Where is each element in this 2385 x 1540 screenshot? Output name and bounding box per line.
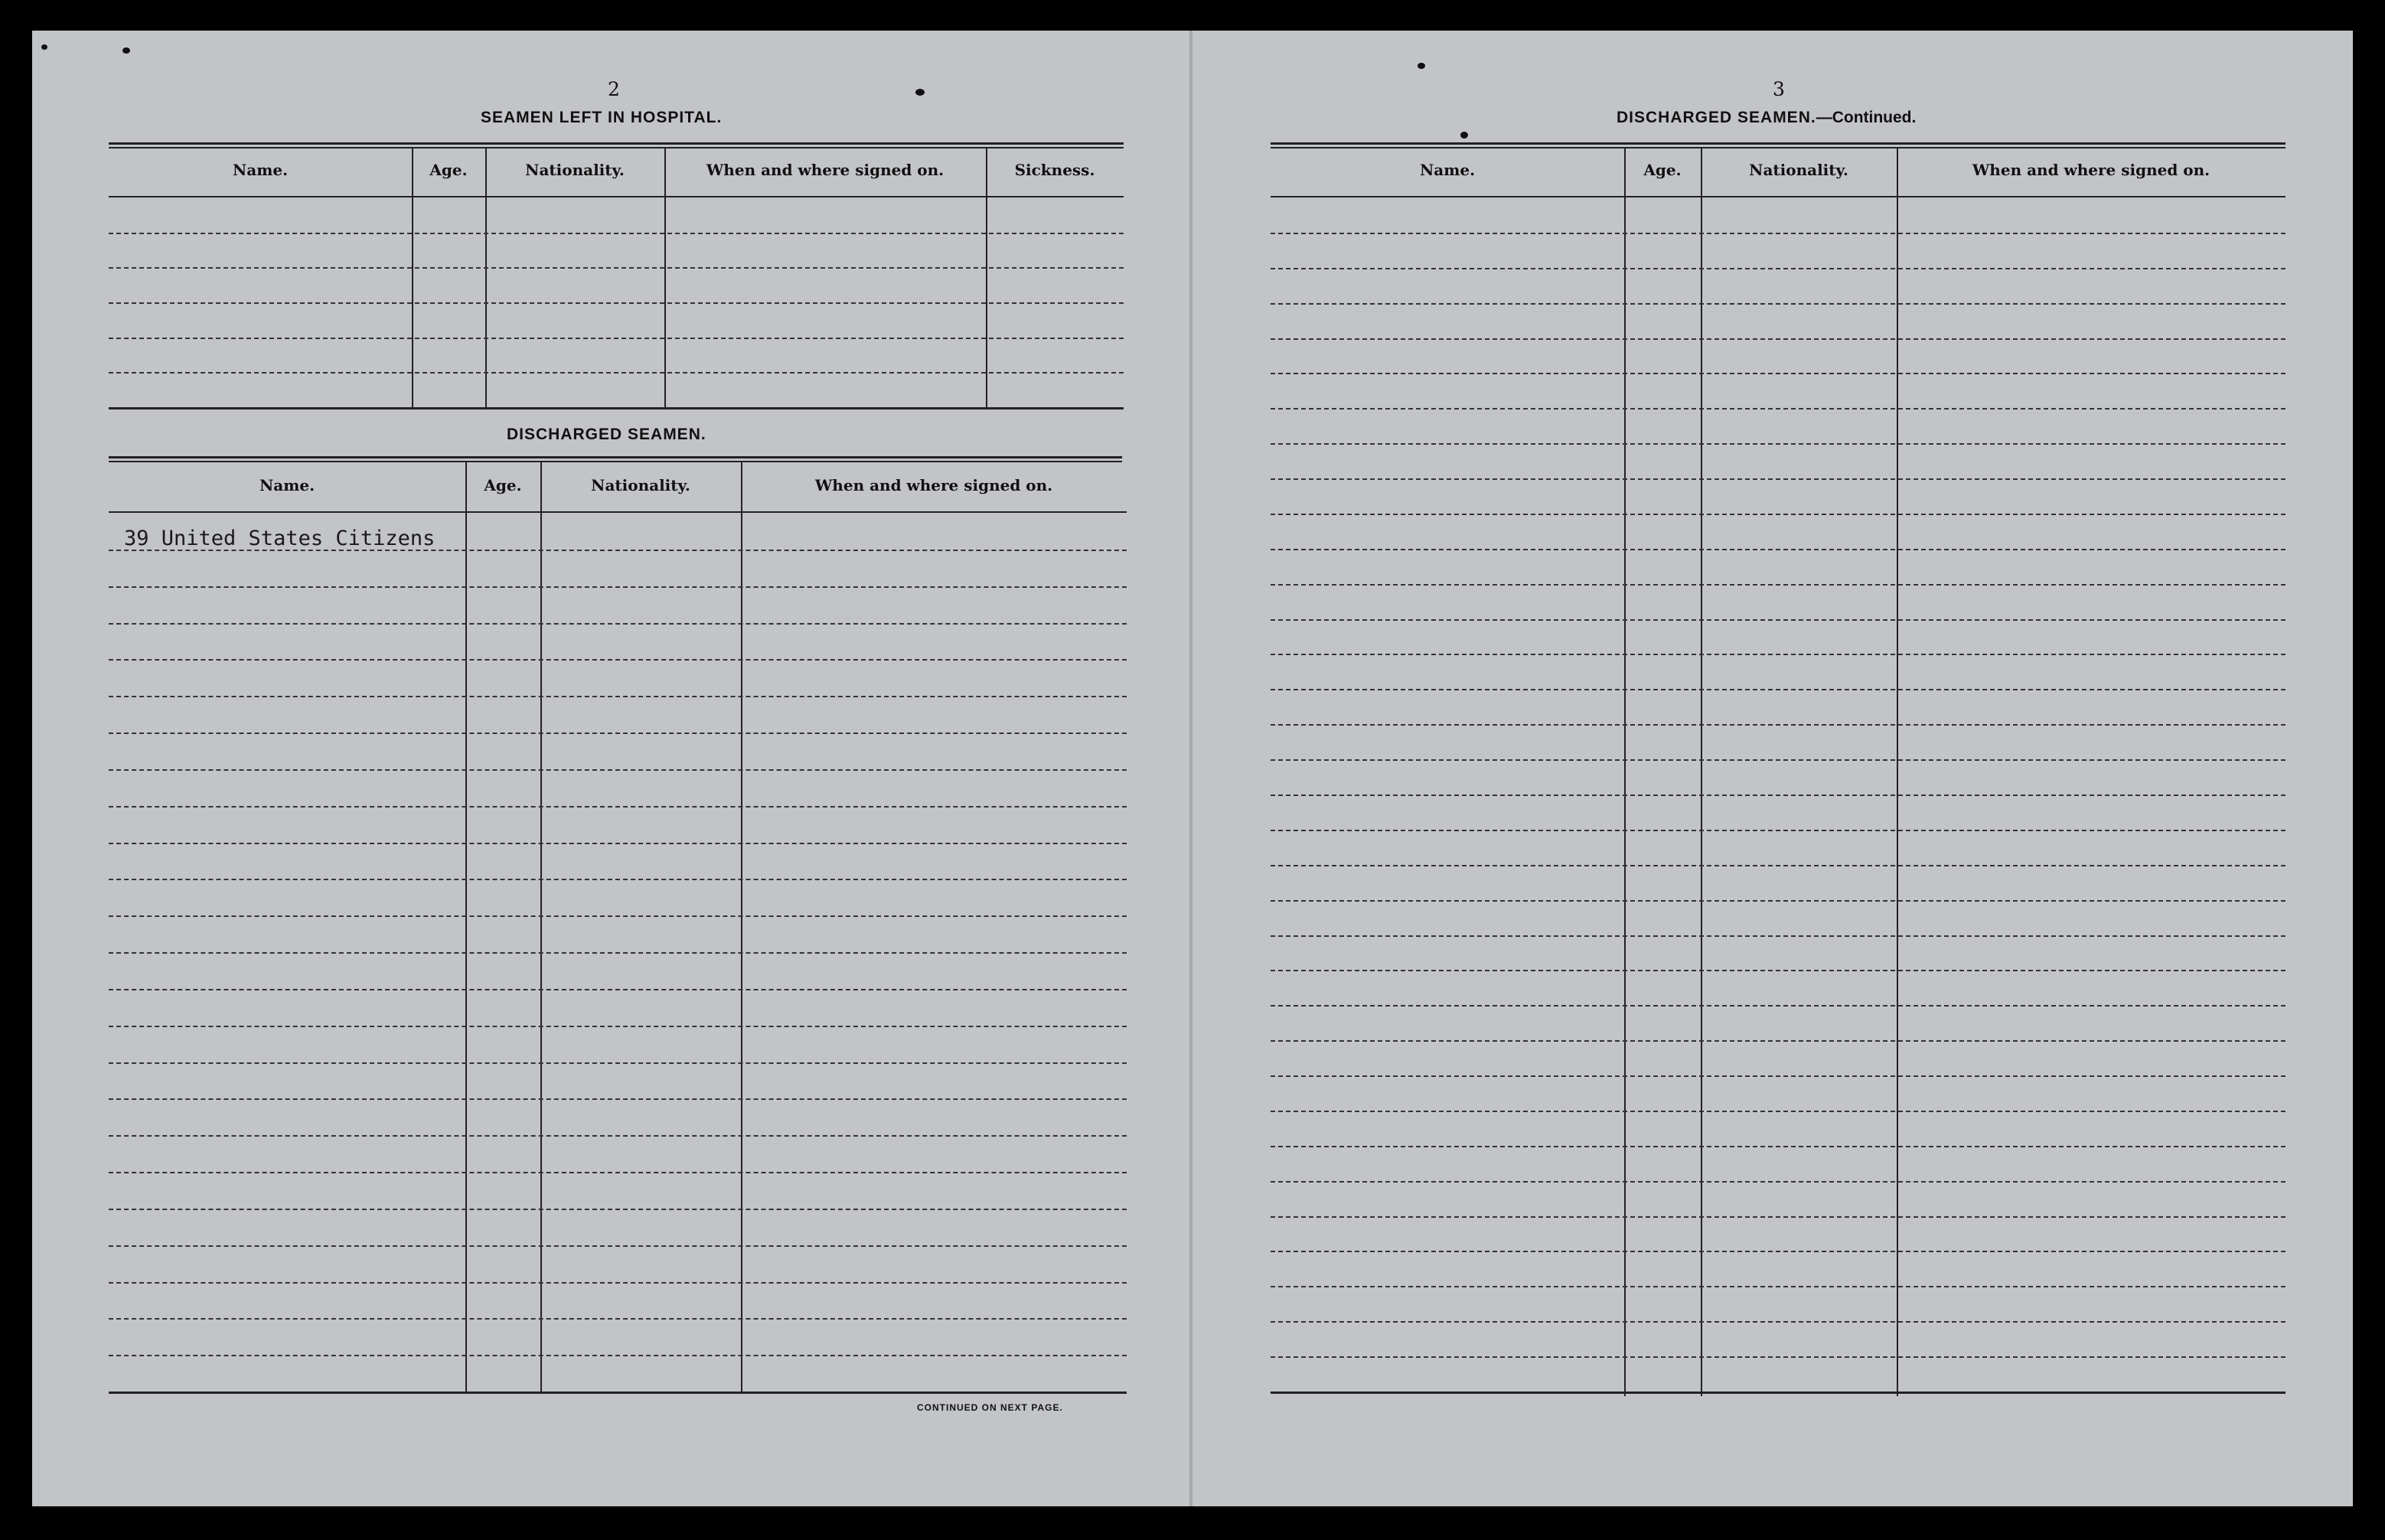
right-row-line — [1271, 1005, 2285, 1007]
page-gutter — [1189, 31, 1192, 1506]
continued-footer: CONTINUED ON NEXT PAGE. — [917, 1402, 1063, 1413]
right-row-line — [1271, 654, 2285, 655]
discharged-row-line — [109, 1098, 1127, 1100]
discharged-section-title: DISCHARGED SEAMEN. — [507, 426, 706, 443]
right-row-line — [1271, 584, 2285, 586]
right-row-line — [1271, 443, 2285, 445]
right-row-line — [1271, 478, 2285, 480]
hospital-section-title: SEAMEN LEFT IN HOSPITAL. — [481, 109, 723, 126]
right-row-line — [1271, 1321, 2285, 1323]
right-col-nationality: Nationality. — [1749, 161, 1848, 179]
discharged-row-line — [109, 915, 1127, 917]
right-row-line — [1271, 724, 2285, 726]
scan-speck — [41, 44, 47, 50]
discharged-continued-table — [1271, 142, 2285, 1398]
discharged-row-line — [109, 623, 1127, 625]
discharged-row-line — [109, 952, 1127, 954]
right-title-main: DISCHARGED SEAMEN. — [1617, 109, 1816, 126]
hospital-col-age: Age. — [429, 161, 468, 179]
right-section-title — [1617, 109, 1916, 127]
hospital-col-nationality: Nationality. — [525, 161, 625, 179]
right-row-line — [1271, 1216, 2285, 1218]
discharged-entry-name: 39 United States Citizens — [124, 527, 436, 550]
discharged-row-line — [109, 1318, 1127, 1320]
right-row-line — [1271, 1286, 2285, 1287]
right-row-line — [1271, 830, 2285, 831]
discharged-col-signed-on: When and where signed on. — [814, 476, 1053, 494]
discharged-col-age: Age. — [484, 476, 522, 494]
right-row-line — [1271, 268, 2285, 269]
scan-speck — [915, 89, 925, 96]
discharged-col-name: Name. — [259, 476, 315, 494]
discharged-row-line — [109, 1062, 1127, 1064]
right-row-line — [1271, 619, 2285, 621]
discharged-row-line — [109, 1355, 1127, 1356]
scan-speck — [1418, 63, 1425, 69]
right-row-line — [1271, 408, 2285, 409]
right-row-line — [1271, 935, 2285, 937]
hospital-col-sickness: Sickness. — [1014, 161, 1095, 179]
right-row-line — [1271, 373, 2285, 374]
right-row-line — [1271, 1181, 2285, 1183]
hospital-col-signed-on: When and where signed on. — [706, 161, 945, 179]
discharged-row-line — [109, 1209, 1127, 1210]
discharged-row-line — [109, 843, 1127, 844]
hospital-col-name: Name. — [232, 161, 289, 179]
hospital-row-line — [109, 302, 1124, 304]
scan-speck — [1460, 132, 1468, 139]
right-row-line — [1271, 1040, 2285, 1042]
right-col-name: Name. — [1419, 161, 1476, 179]
right-col-signed-on: When and where signed on. — [1972, 161, 2210, 179]
right-row-line — [1271, 233, 2285, 234]
discharged-col-nationality: Nationality. — [591, 476, 690, 494]
page-number-left: 2 — [608, 78, 620, 100]
scan-speck — [122, 47, 130, 54]
discharged-row-line — [109, 1245, 1127, 1247]
right-row-line — [1271, 338, 2285, 340]
right-row-line — [1271, 1251, 2285, 1252]
discharged-row-line — [109, 989, 1127, 990]
hospital-row-line — [109, 338, 1124, 339]
right-row-line — [1271, 1146, 2285, 1147]
right-row-line — [1271, 689, 2285, 690]
discharged-row-line — [109, 1026, 1127, 1027]
discharged-row-line — [109, 659, 1127, 661]
discharged-row-line — [109, 1282, 1127, 1284]
discharged-row-line — [109, 1135, 1127, 1137]
right-row-line — [1271, 794, 2285, 796]
right-row-line — [1271, 1075, 2285, 1077]
right-row-line — [1271, 303, 2285, 305]
discharged-row-line — [109, 586, 1127, 588]
discharged-table — [109, 456, 1127, 1398]
discharged-row-line — [109, 732, 1127, 734]
discharged-row-line — [109, 806, 1127, 808]
discharged-row-line — [109, 769, 1127, 771]
right-row-line — [1271, 1356, 2285, 1358]
hospital-row-line — [109, 372, 1124, 374]
right-row-line — [1271, 970, 2285, 971]
discharged-row-line — [109, 879, 1127, 880]
right-row-line — [1271, 514, 2285, 515]
discharged-row-line — [109, 1172, 1127, 1173]
hospital-table — [109, 142, 1124, 410]
discharged-row-line — [109, 696, 1127, 697]
right-row-line — [1271, 1111, 2285, 1112]
right-row-line — [1271, 549, 2285, 550]
page-number-right: 3 — [1773, 78, 1785, 100]
hospital-row-line — [109, 233, 1124, 234]
right-row-line — [1271, 865, 2285, 866]
right-col-age: Age. — [1643, 161, 1682, 179]
hospital-row-line — [109, 267, 1124, 269]
right-title-suffix: —Continued. — [1816, 109, 1917, 126]
right-row-line — [1271, 759, 2285, 761]
right-row-line — [1271, 900, 2285, 902]
